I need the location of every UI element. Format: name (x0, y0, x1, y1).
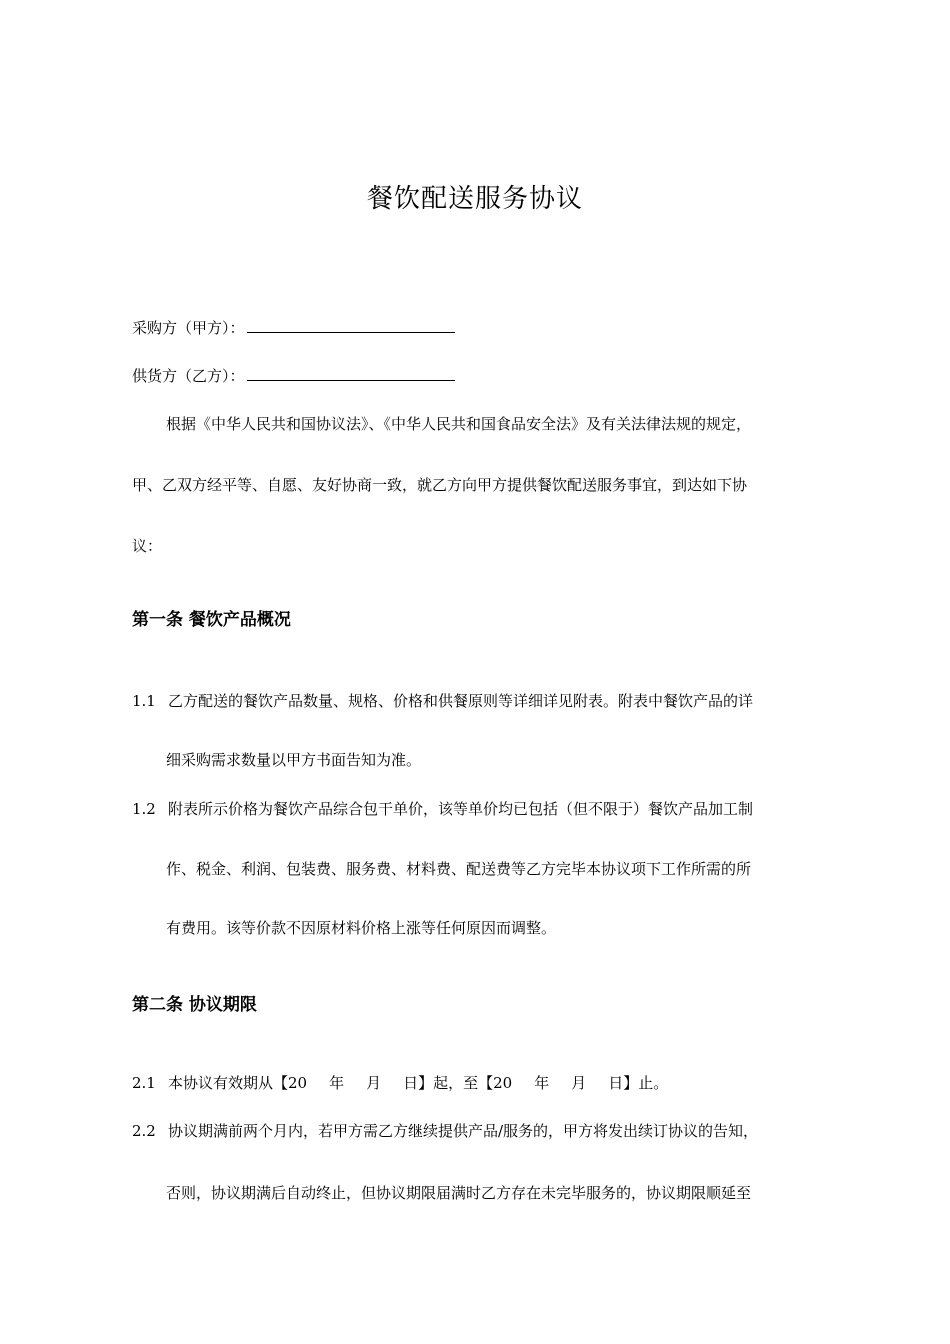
clause-2-1-year-2: 年 (534, 1074, 550, 1092)
party-b-line (132, 364, 455, 387)
document-title: 餐饮配送服务协议 (366, 184, 583, 214)
clause-2-1-middle: 日】起，至【20 (403, 1074, 513, 1092)
party-a-line (132, 316, 455, 339)
clause-2-1-line (132, 1072, 668, 1094)
clause-2-2-line-1 (132, 1120, 758, 1142)
intro-line-2: 甲、乙双方经平等、自愿、友好协商一致，就乙方向甲方提供餐饮配送服务事宜，到达如下协 (132, 476, 748, 494)
intro-line-1: 根据《中华人民共和国协议法》、《中华人民共和国食品安全法》及有关法律法规的规定， (166, 415, 752, 433)
clause-1-1-number: 1.1 (132, 692, 156, 710)
clause-1-2-line-2: 作、税金、利润、包装费、服务费、材料费、配送费等乙方完毕本协议项下工作所需的所 (166, 860, 752, 878)
clause-1-2-line-3: 有费用。该等价款不因原材料价格上涨等任何原因而调整。 (166, 919, 557, 937)
clause-2-1-month: 月 (366, 1074, 382, 1092)
intro-line-3: 议： (132, 537, 163, 555)
clause-2-1-year: 年 (329, 1074, 345, 1092)
party-b-label: 供货方（乙方）： (132, 367, 245, 385)
clause-1-1-text-1: 乙方配送的餐饮产品数量、规格、价格和供餐原则等详细详见附表。附表中餐饮产品的详 (168, 692, 754, 710)
clause-1-1-line-2: 细采购需求数量以甲方书面告知为准。 (166, 751, 422, 769)
clause-1-2-number: 1.2 (132, 800, 156, 818)
clause-2-1-start: 本协议有效期从【20 (168, 1074, 308, 1092)
clause-2-2-line-2: 否则，协议期满后自动终止，但协议期限届满时乙方存在未完毕服务的，协议期限顺延至 (166, 1184, 752, 1202)
clause-2-1-month-2: 月 (571, 1074, 587, 1092)
clause-2-2-number: 2.2 (132, 1122, 156, 1140)
party-a-blank (247, 316, 455, 333)
party-a-label: 采购方（甲方）： (132, 319, 245, 337)
section-2-heading: 第二条 协议期限 (132, 995, 257, 1015)
clause-1-1-line-1 (132, 690, 753, 712)
clause-2-1-number: 2.1 (132, 1074, 156, 1092)
party-b-blank (247, 364, 455, 381)
clause-2-1-end: 日】止。 (608, 1074, 669, 1092)
clause-1-2-line-1 (132, 798, 753, 820)
section-1-heading: 第一条 餐饮产品概况 (132, 610, 291, 630)
clause-1-2-text-1: 附表所示价格为餐饮产品综合包干单价，该等单价均已包括（但不限于）餐饮产品加工制 (168, 800, 754, 818)
clause-2-2-text-1: 协议期满前两个月内，若甲方需乙方继续提供产品/服务的，甲方将发出续订协议的告知， (168, 1122, 759, 1140)
